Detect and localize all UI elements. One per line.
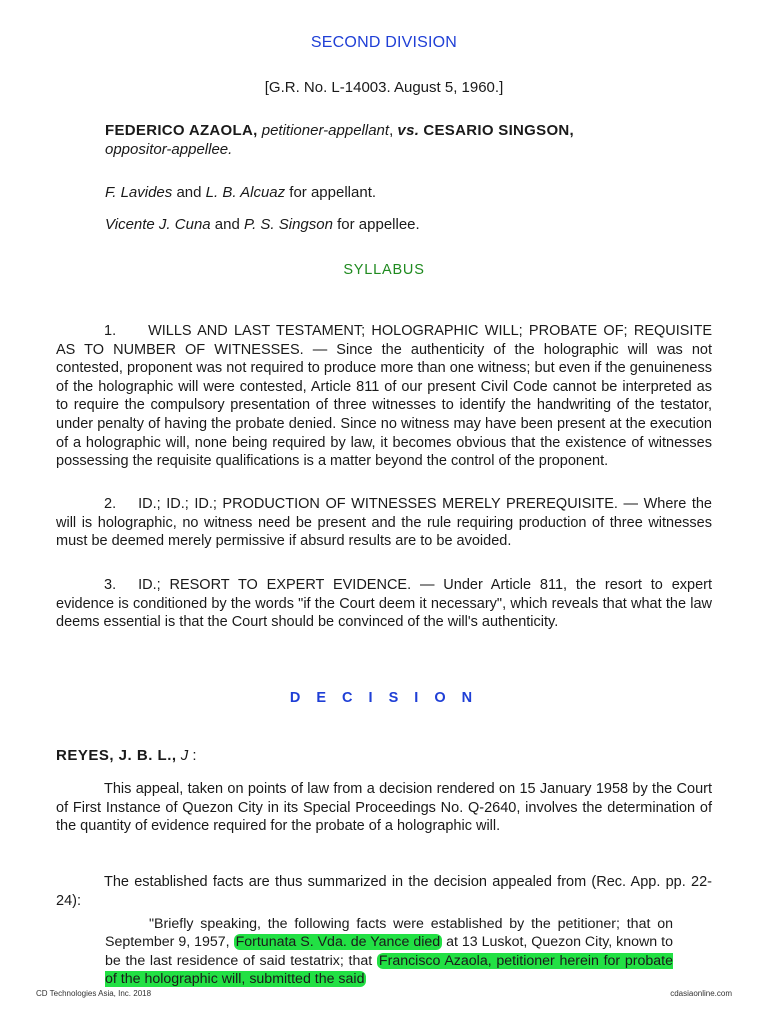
highlight-annotation[interactable]: Francisco Azaola, petitioner herein for probate of the holographic will, submitted the said <box>105 952 673 988</box>
appellant-suffix: for appellant. <box>289 184 377 201</box>
highlight-annotation[interactable]: Fortunata S. Vda. de Yance died <box>235 934 441 951</box>
conjunction: and <box>214 216 240 233</box>
syllabus-heading: SYLLABUS <box>343 262 425 278</box>
petitioner-name: FEDERICO AZAOLA <box>105 122 254 139</box>
case-number: [G.R. No. L-14003. August 5, 1960.] <box>264 79 504 96</box>
judge-name: REYES, J. B. L., <box>56 747 177 764</box>
appellee-counsel <box>105 216 420 233</box>
syllabus-item-text: ID.; RESORT TO EXPERT EVIDENCE. — Under Article 811, the resort to expert evidence is conditioned by the words "if the Court deem it necessary", which reveals that what the law deems essential is that the Court should be convinced of the will's authenticity. <box>56 577 712 631</box>
syllabus-item-number: 3. <box>104 577 117 593</box>
respondent-role: oppositor-appellee. <box>105 141 233 158</box>
judge-colon: : <box>192 747 197 764</box>
case-parties: FEDERICO AZAOLA, petitioner-appellant, vs. CESARIO SINGSON, oppositor-appellee. <box>105 122 575 158</box>
quote-text: at 13 Luskot, Quezon City, known to be the last residence of said testatrix; that <box>105 934 673 969</box>
syllabus-item-number: 1. <box>104 323 117 339</box>
appellant-lawyer-1: F. Lavides <box>105 184 173 201</box>
division-heading: SECOND DIVISION <box>310 34 458 51</box>
syllabus-item-text: WILLS AND LAST TESTAMENT; HOLOGRAPHIC WILL; PROBATE OF; REQUISITE AS TO NUMBER OF WITNESSES. — Since the authenticity of the holographic will was not contested, proponent was not required to produce more than one witness; but even if the genuineness of the holographic will were contested, Article 811 of our present Civil Code cannot be interpreted as to require the compulsory presentation of three witnesses to identify the handwriting of the testator, under penalty of having the probate denied. Since no witness may have been present at the execution of a holographic will, none being required by law, it becomes obvious that the existence of witnesses possessing the requisite qualifications is a matter beyond the control of the proponent. <box>56 323 712 470</box>
paragraph-text: This appeal, taken on points of law from a decision rendered on 15 January 1958 by the Court of First Instance of Quezon City in its Special Proceedings No. Q-2640, involves the determination of the quantity of evidence required for the probate of a holographic will. <box>56 781 712 835</box>
conjunction: and <box>176 184 202 201</box>
quote-text: "Briefly speaking, the following facts were established by the petitioner; that on September 9, 1957, <box>105 916 673 951</box>
syllabus-item-2 <box>56 495 712 551</box>
syllabus-item-text: ID.; ID.; ID.; PRODUCTION OF WITNESSES MERELY PREREQUISITE. — Where the will is holographic, no witness need be present and the rule requiring production of three witnesses must be deemed merely permissive if absurd results are to be avoided. <box>56 496 712 550</box>
appellee-lawyer-2: P. S. Singson <box>244 216 333 233</box>
appellant-lawyer-2: L. B. Alcuaz <box>205 184 286 201</box>
respondent-name: CESARIO SINGSON <box>423 122 570 139</box>
paragraph-text: The established facts are thus summarized in the decision appealed from (Rec. App. pp. 22-24): <box>56 874 712 909</box>
ponente <box>56 747 197 764</box>
syllabus-item-3 <box>56 576 712 632</box>
appellant-counsel <box>105 184 376 201</box>
appellee-suffix: for appellee. <box>337 216 420 233</box>
syllabus-item-number: 2. <box>104 496 117 512</box>
block-quote <box>105 915 673 989</box>
footer-site: cdasiaonline.com <box>670 989 732 998</box>
versus-label: vs. <box>397 122 420 139</box>
decision-paragraph-2 <box>56 873 712 910</box>
decision-heading: D E C I S I O N <box>289 690 479 706</box>
decision-paragraph-1 <box>56 780 712 836</box>
judge-suffix: J <box>180 747 189 764</box>
petitioner-role: petitioner-appellant <box>261 122 390 139</box>
footer-copyright: CD Technologies Asia, Inc. 2018 <box>36 989 152 998</box>
appellee-lawyer-1: Vicente J. Cuna <box>105 216 211 233</box>
syllabus-item-1 <box>56 322 712 471</box>
